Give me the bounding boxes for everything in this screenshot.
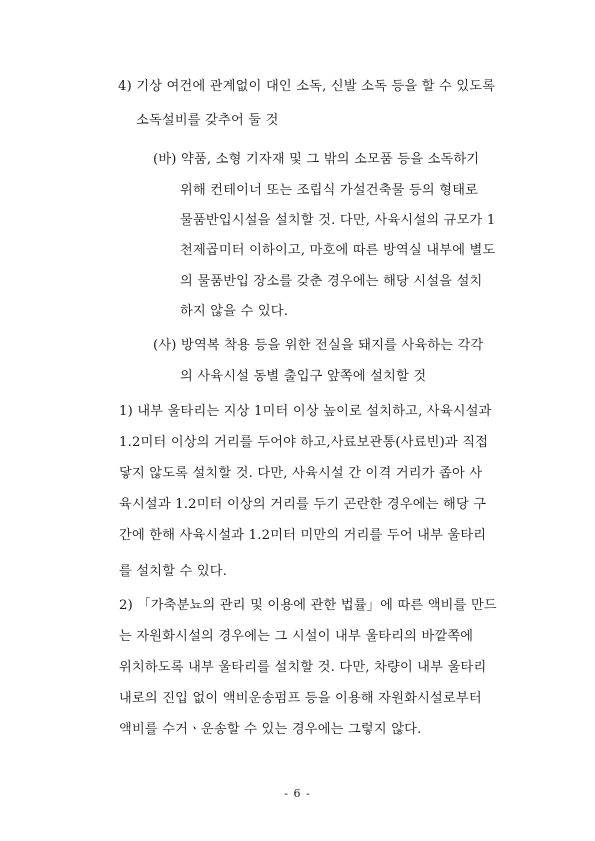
text-line: 액비를 수거ㆍ운송할 수 있는 경우에는 그렇지 않다. — [119, 722, 422, 737]
text-line: 물품반입시설을 설치할 것. 다만, 사육시설의 규모가 1 — [180, 213, 496, 228]
text-line: 를 설치할 수 있다. — [119, 564, 228, 579]
text-line: 육시설과 1.2미터 이상의 거리를 두기 곤란한 경우에는 해당 구 — [119, 497, 487, 512]
text-line: 1.2미터 이상의 거리를 두어야 하고,사료보관통(사료빈)과 직접 — [119, 435, 489, 450]
text-line: 내로의 진입 없이 액비운송펌프 등을 이용해 자원화시설로부터 — [119, 691, 482, 706]
text-line: 천제곱미터 이하이고, 마호에 따른 방역실 내부에 별도 — [180, 243, 496, 258]
text-line: 소독설비를 갖추어 둘 것 — [136, 113, 279, 128]
text-line: 의 물품반입 장소를 갖춘 경우에는 해당 시설을 설치 — [180, 274, 483, 289]
text-line: 위해 컨테이너 또는 조립식 가설건축물 등의 형태로 — [180, 183, 479, 198]
page-number: - 6 - — [284, 787, 311, 800]
text-line: 1) 내부 울타리는 지상 1미터 이상 높이로 설치하고, 사육시설과 — [119, 404, 492, 419]
text-line: 위치하도록 내부 울타리를 설치할 것. 다만, 차량이 내부 울타리 — [119, 660, 487, 675]
text-line: 의 사육시설 동별 출입구 앞쪽에 설치할 것 — [180, 369, 427, 384]
text-line: 닿지 않도록 설치할 것. 다만, 사육시설 간 이격 거리가 좁아 사 — [119, 466, 483, 481]
text-line: 2) 「가축분뇨의 관리 및 이용에 관한 법률」에 따른 액비를 만드 — [119, 598, 497, 613]
text-line: 4) 기상 여건에 관계없이 대인 소독, 신발 소독 등을 할 수 있도록 — [118, 79, 496, 94]
text-line: 하지 않을 수 있다. — [180, 304, 289, 319]
text-line: 간에 한해 사육시설과 1.2미터 미만의 거리를 두어 내부 울타리 — [119, 528, 487, 543]
text-line: (사) 방역복 착용 등을 위한 전실을 돼지를 사육하는 각각 — [153, 338, 484, 353]
text-line: (바) 약품, 소형 기자재 및 그 밖의 소모품 등을 소독하기 — [153, 152, 480, 167]
text-line: 는 자원화시설의 경우에는 그 시설이 내부 울타리의 바깥쪽에 — [119, 629, 474, 644]
